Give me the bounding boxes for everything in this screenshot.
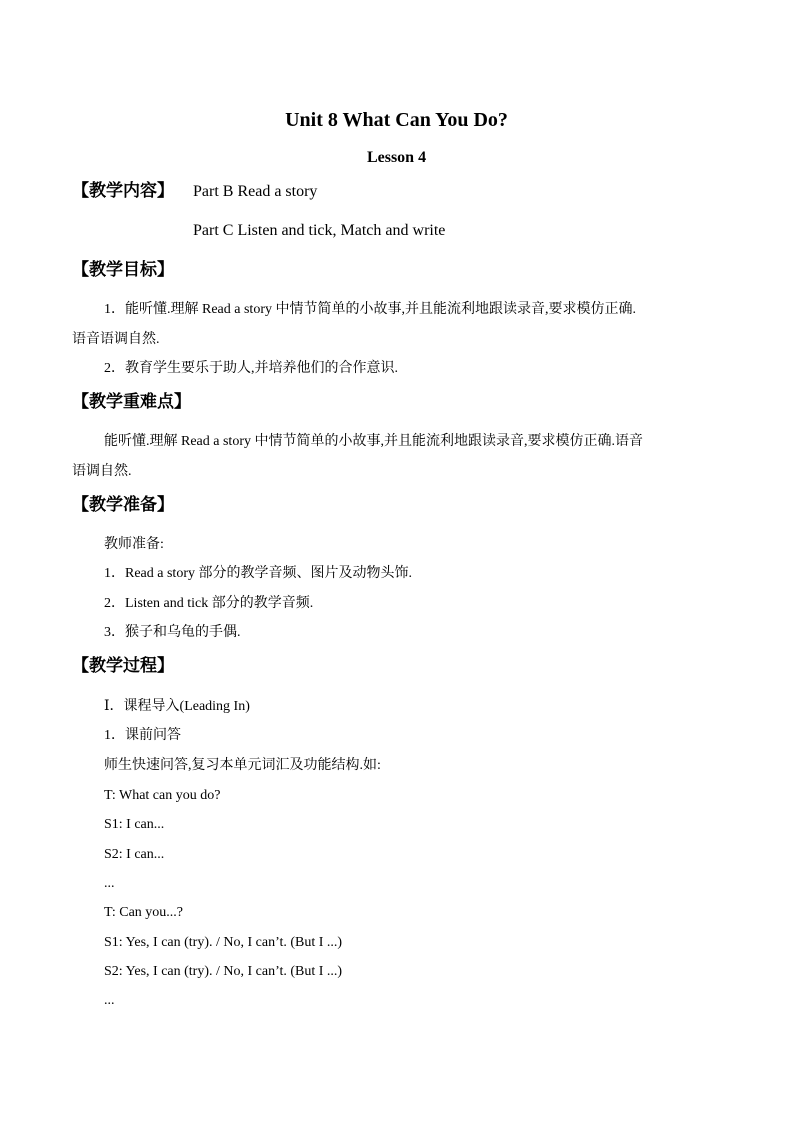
- process-heading: 【教学过程】: [72, 656, 174, 676]
- dialog-line: S2: I can...: [104, 847, 165, 862]
- keypoints-line-1: 能听懂.理解 Read a story 中情节简单的小故事,并且能流利地跟读录音,要求模仿正确.语音: [104, 434, 643, 449]
- keypoints-line-2: 语调自然.: [72, 464, 132, 479]
- dialog-line: S1: I can...: [104, 817, 165, 832]
- content-line-1: Part B Read a story: [193, 183, 318, 200]
- preparation-intro: 教师准备:: [104, 537, 164, 552]
- process-step-1-desc: 师生快速问答,复习本单元词汇及功能结构.如:: [104, 758, 381, 773]
- preparation-item-2: 2．Listen and tick 部分的教学音频.: [104, 596, 314, 611]
- content-heading: 【教学内容】: [72, 181, 174, 201]
- dialog-line: ...: [104, 876, 115, 891]
- lesson-subtitle: Lesson 4: [366, 149, 427, 166]
- objective-item-1a: 1．能听懂.理解 Read a story 中情节简单的小故事,并且能流利地跟读录音,要求模仿正确.: [104, 302, 636, 317]
- document-title: Unit 8 What Can You Do?: [285, 109, 508, 131]
- preparation-item-3: 3．猴子和乌龟的手偶.: [104, 625, 241, 640]
- objective-item-2: 2．教育学生要乐于助人,并培养他们的合作意识.: [104, 361, 398, 376]
- process-section-1: Ⅰ．课程导入(Leading In): [104, 699, 250, 714]
- preparation-item-1: 1．Read a story 部分的教学音频、图片及动物头饰.: [104, 566, 412, 581]
- keypoints-heading: 【教学重难点】: [72, 392, 191, 412]
- dialog-line: S1: Yes, I can (try). / No, I can’t. (But I ...): [104, 935, 343, 950]
- preparation-heading: 【教学准备】: [72, 495, 174, 515]
- content-line-2: Part C Listen and tick, Match and write: [193, 222, 446, 239]
- dialog-line: ...: [104, 993, 115, 1008]
- process-step-1: 1．课前问答: [104, 728, 181, 743]
- objectives-heading: 【教学目标】: [72, 260, 174, 280]
- dialog-line: T: Can you...?: [104, 905, 184, 920]
- dialog-line: S2: Yes, I can (try). / No, I can’t. (But I ...): [104, 964, 343, 979]
- objective-item-1b: 语音语调自然.: [72, 332, 160, 347]
- dialog-line: T: What can you do?: [104, 788, 221, 803]
